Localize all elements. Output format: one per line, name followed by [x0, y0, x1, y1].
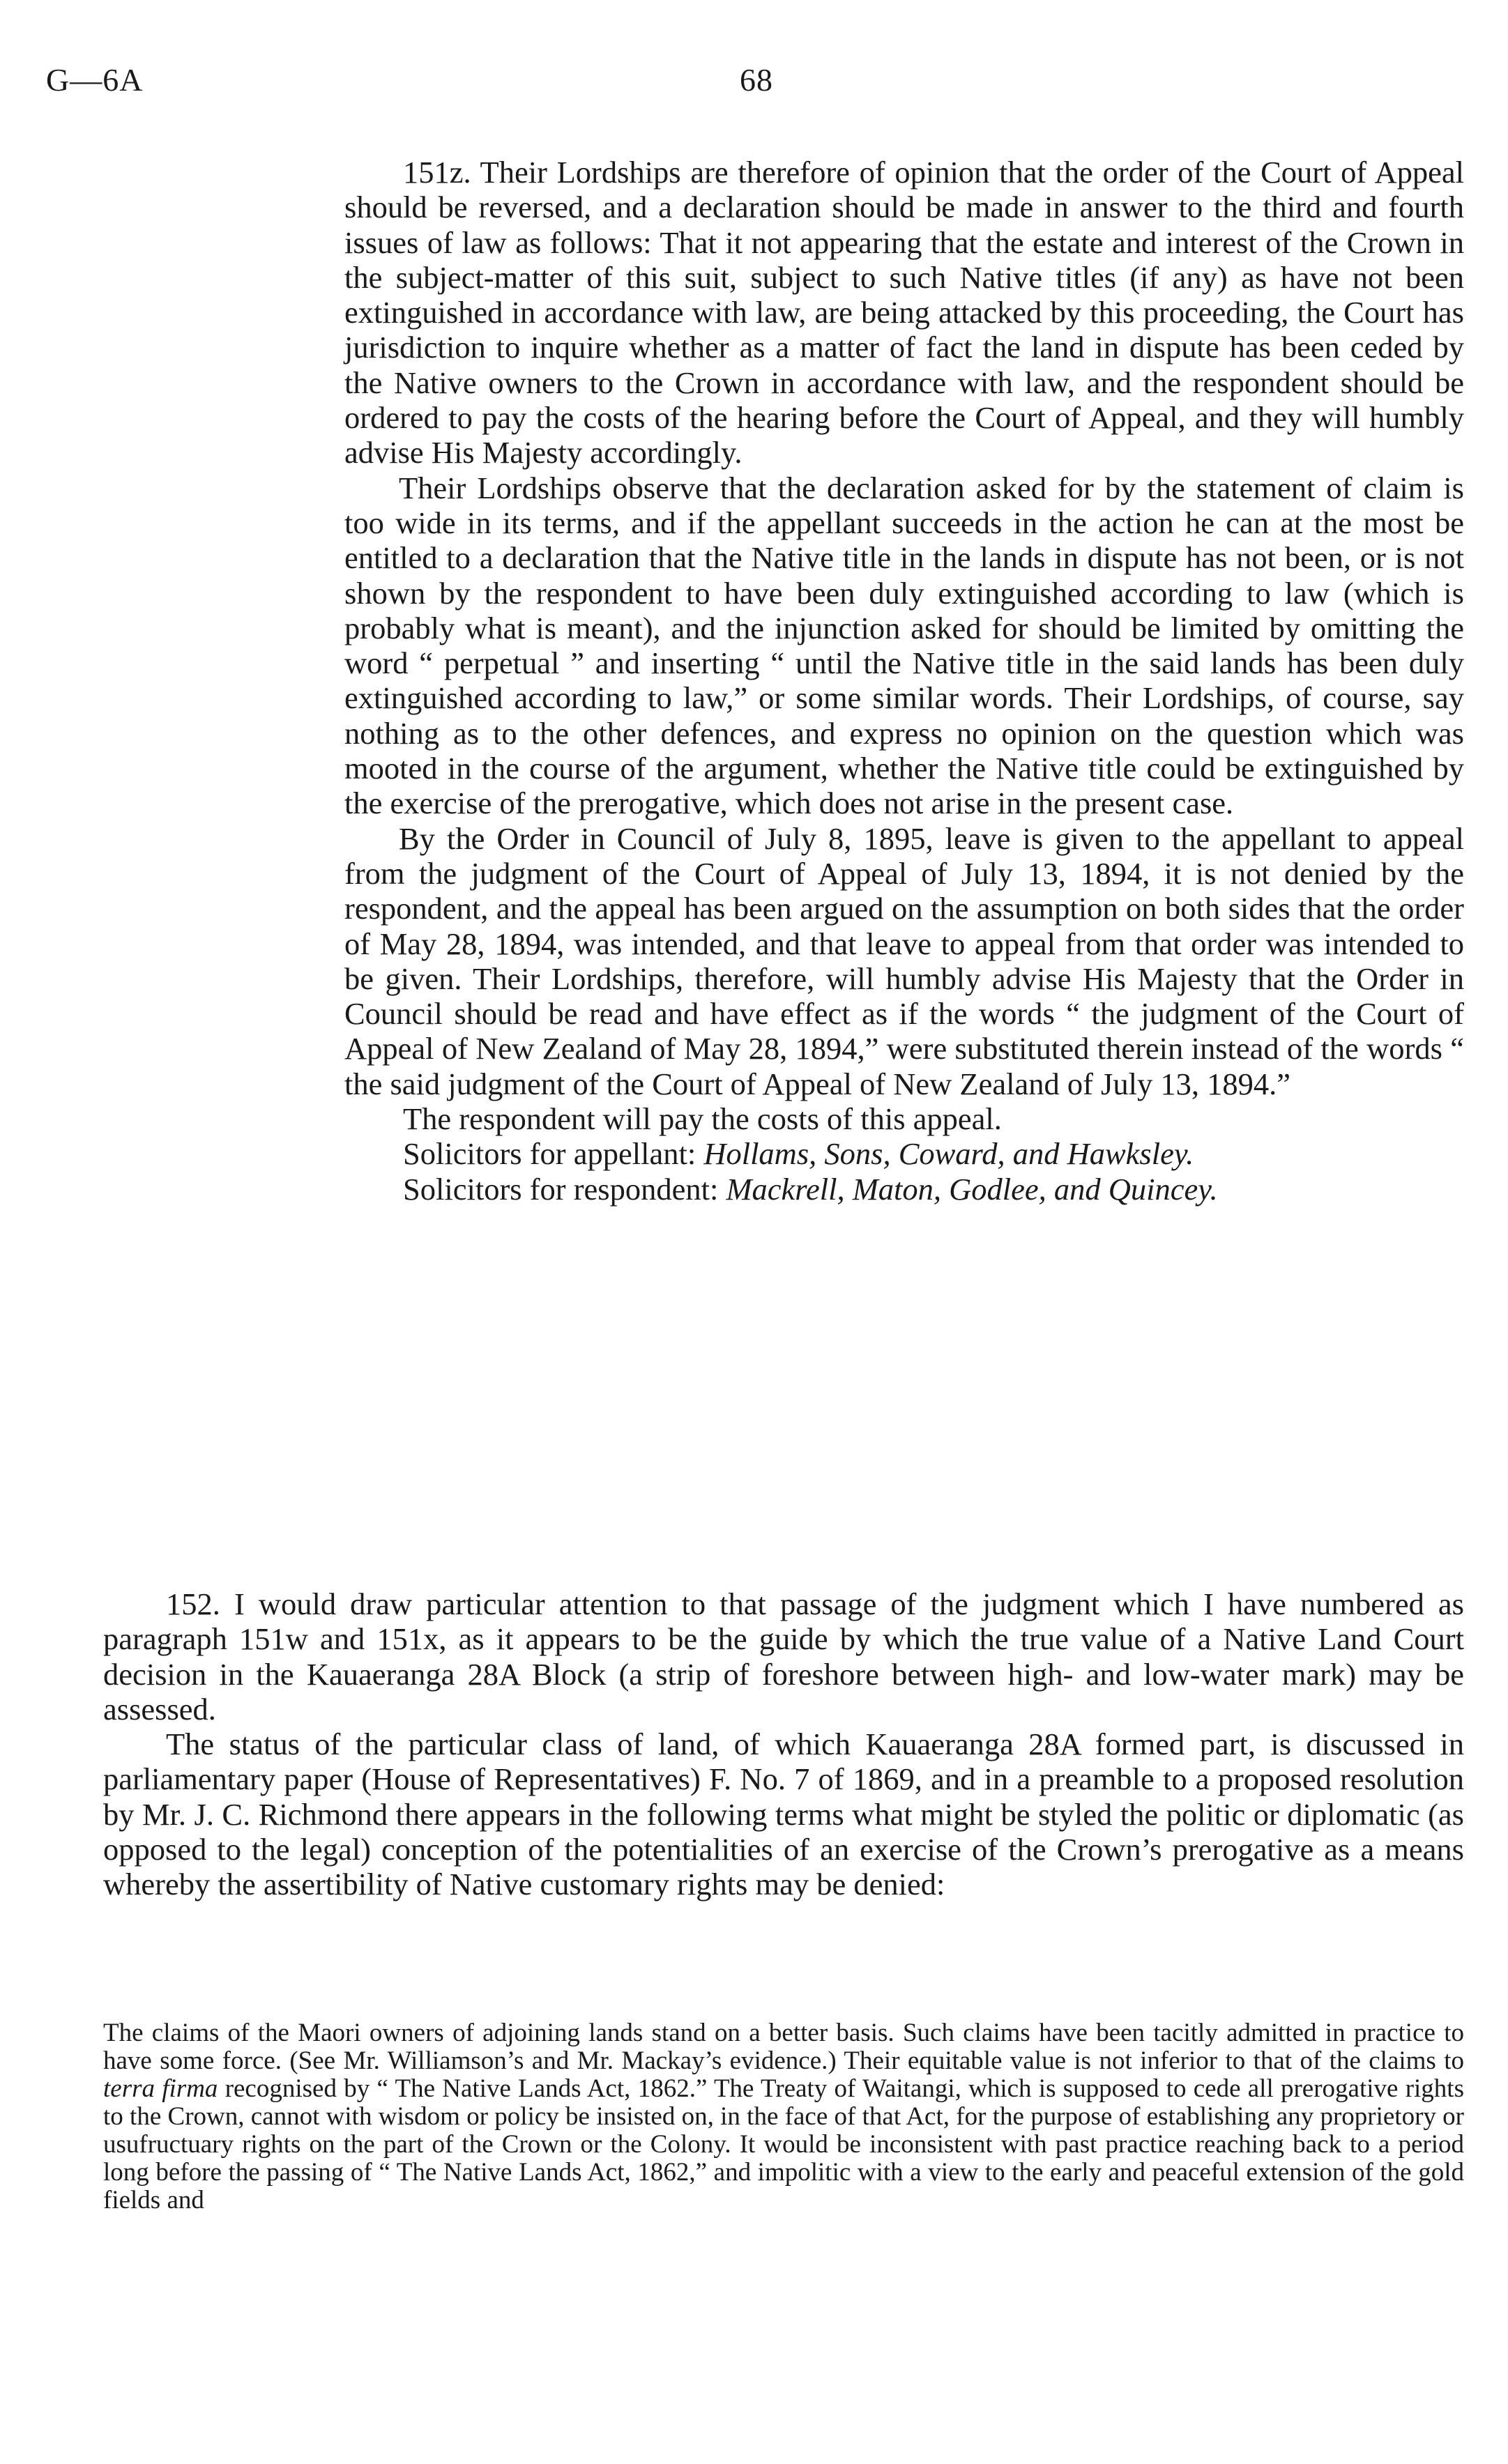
page-number: 68: [740, 62, 773, 98]
extract-paragraph: [103, 2019, 1464, 2214]
quoted-extract: [103, 2019, 1464, 2214]
paragraph-151z: 151z. Their Lordships are therefore of opinion that the order of the Court of Appeal should be reversed, and a declaration should be made in answer to the third and fourth issues of law as follows: That it not appearing that the estate and interest of the Crown in the subject-matter of this suit, subject to such Native titles (if any) as have not been extinguished in accordance with law, are being attacked by this proceeding, the Court has jurisdiction to inquire whether as a matter of fact the land in dispute has been ceded by the Native owners to the Crown in accordance with law, and the respondent should be ordered to pay the costs of the hearing before the Court of Appeal, and they will humbly advise His Majesty accordingly.: [344, 155, 1464, 470]
document-reference: G—6A: [46, 62, 144, 98]
solicitors-appellant-names: Hollams, Sons, Coward, and Hawksley.: [703, 1136, 1194, 1172]
paragraph-152: 152. I would draw particular attention to that passage of the judgment which I have numbered as paragraph 151w and 151x, as it appears to be the guide by which the true value of a Native Land Court decision in the Kauaeranga 28A Block (a strip of foreshore between high- and low-water mark) may be assessed.: [103, 1586, 1464, 1727]
paragraph-costs: The respondent will pay the costs of this appeal.: [403, 1101, 1002, 1137]
solicitors-respondent-names: Mackrell, Maton, Godlee, and Quincey.: [726, 1171, 1218, 1207]
extract-italic-phrase: terra firma: [103, 2074, 218, 2103]
page-header: [46, 61, 1440, 103]
solicitors-appellant-label: Solicitors for appellant:: [403, 1136, 696, 1172]
quoted-judgment: [344, 155, 1464, 1207]
extract-text-end: recognised by “ The Native Lands Act, 1862.” The Treaty of Waitangi, which is supposed to cede all prerogative rights to the Crown, cannot with wisdom or policy be insisted on, in the face of that Act, for the purpose of establishing any proprietory or usufructuary rights on the part of the Crown or the Colony. It would be inconsistent with past practice reaching back to a period long before the passing of “ The Native Lands Act, 1862,” and impolitic with a view to the early and peaceful extension of the gold fields and: [103, 2074, 1464, 2214]
paragraph-order-in-council: By the Order in Council of July 8, 1895, leave is given to the appellant to appeal from the judgment of the Court of Appeal of July 13, 1894, it is not denied by the respondent, and the appeal has been argued on the assumption on both sides that the order of May 28, 1894, was intended, and that leave to appeal from that order was intended to be given. Their Lordships, therefore, will humbly advise His Majesty that the Order in Council should be read and have effect as if the words “ the judgment of the Court of Appeal of New Zealand of May 28, 1894,” were substituted therein instead of the words “ the said judgment of the Court of Appeal of New Zealand of July 13, 1894.”: [344, 820, 1464, 1101]
main-text: [103, 1586, 1464, 1902]
paragraph-declaration: Their Lordships observe that the declaration asked for by the statement of claim is too wide in its terms, and if the appellant succeeds in the action he can at the most be entitled to a declaration that the Native title in the lands in dispute has not been, or is not shown by the respondent to have been duly extinguished according to law (which is probably what is meant), and the injunction asked for should be limited by omitting the word “ perpetual ” and inserting “ until the Native title in the said lands has been duly extinguished according to law,” or some similar words. Their Lordships, of course, say nothing as to the other defences, and express no opinion on the question which was mooted in the course of the argument, whether the Native title could be extinguished by the exercise of the prerogative, which does not arise in the present case.: [344, 470, 1464, 821]
extract-text-start: The claims of the Maori owners of adjoining lands stand on a better basis. Such claims have been tacitly admitted in practice to have some force. (See Mr. Williamson’s and Mr. Mackay’s evidence.) Their equitable value is not inferior to that of the claims to: [103, 2019, 1464, 2075]
paragraph-status: The status of the particular class of land, of which Kauaeranga 28A formed part, is discussed in parliamentary paper (House of Representatives) F. No. 7 of 1869, and in a preamble to a proposed resolution by Mr. J. C. Richmond there appears in the following terms what might be styled the politic or diplomatic (as opposed to the legal) conception of the potentialities of an exercise of the Crown’s prerogative as a means whereby the assertibility of Native customary rights may be denied:: [103, 1727, 1464, 1902]
solicitors-appellant: [344, 1136, 1464, 1171]
solicitors-respondent-label: Solicitors for respondent:: [403, 1171, 719, 1207]
solicitors-respondent: [344, 1172, 1464, 1207]
